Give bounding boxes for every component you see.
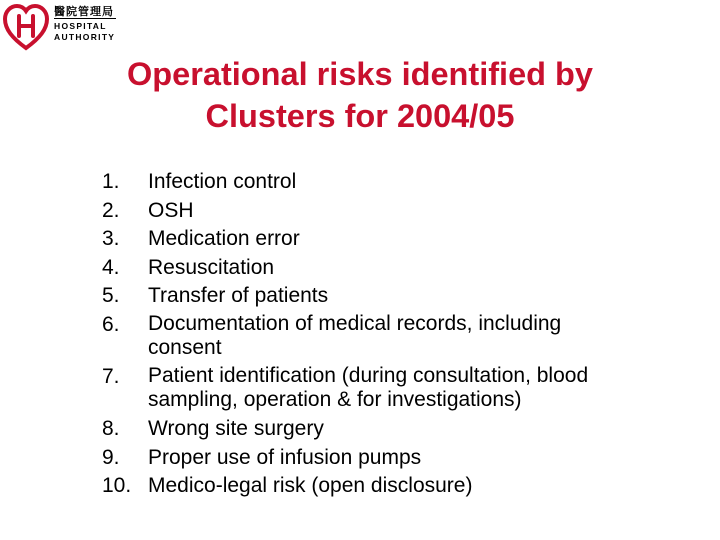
list-item-number: 7. xyxy=(102,364,120,388)
slide-title xyxy=(0,53,720,137)
list-item-number: 9. xyxy=(102,445,120,469)
list-item-number: 5. xyxy=(102,284,120,308)
list-item-text: Infection control xyxy=(148,170,297,193)
list-item-number: 10. xyxy=(102,474,132,498)
list-item-text: Resuscitation xyxy=(148,255,275,279)
list-item xyxy=(102,363,682,412)
list-item-number: 2. xyxy=(102,198,120,222)
logo-english-name xyxy=(54,21,115,43)
list-item-number: 6. xyxy=(102,312,120,336)
list-item xyxy=(102,254,682,283)
list-item xyxy=(102,197,682,226)
slide-title-line2: Clusters for 2004/05 xyxy=(205,98,515,134)
list-item-text: Transfer of patients xyxy=(148,284,329,308)
logo-chinese-name: 醫院管理局 xyxy=(54,6,114,18)
list-item xyxy=(102,444,682,473)
list-item-text: Medico-legal risk (open disclosure) xyxy=(148,474,473,498)
list-item xyxy=(102,415,682,444)
list-item xyxy=(102,225,682,254)
list-item xyxy=(102,168,682,197)
list-item-number: 4. xyxy=(102,255,120,279)
list-item-text: Medication error xyxy=(148,227,300,251)
list-item-number: 1. xyxy=(102,170,120,193)
list-item-number: 8. xyxy=(102,416,120,440)
list-item-text: Documentation of medical records, including consent xyxy=(148,311,562,359)
list-item-text: OSH xyxy=(148,198,194,222)
list-item xyxy=(102,472,682,501)
logo-divider xyxy=(54,18,116,19)
risk-list xyxy=(102,168,682,501)
slide-title-line1: Operational risks identified by xyxy=(127,56,593,92)
list-item-text: Wrong site surgery xyxy=(148,416,324,440)
list-item xyxy=(102,282,682,311)
list-item-text: Patient identification (during consultation, blood sampling, operation & for investigations) xyxy=(148,363,589,411)
list-item-text: Proper use of infusion pumps xyxy=(148,445,422,469)
logo-english-line1: HOSPITAL xyxy=(54,21,107,31)
ha-emblem-icon xyxy=(2,2,50,52)
hospital-authority-logo xyxy=(0,0,130,56)
logo-english-line2: AUTHORITY xyxy=(54,32,116,42)
list-item xyxy=(102,311,682,360)
list-item-number: 3. xyxy=(102,227,120,251)
